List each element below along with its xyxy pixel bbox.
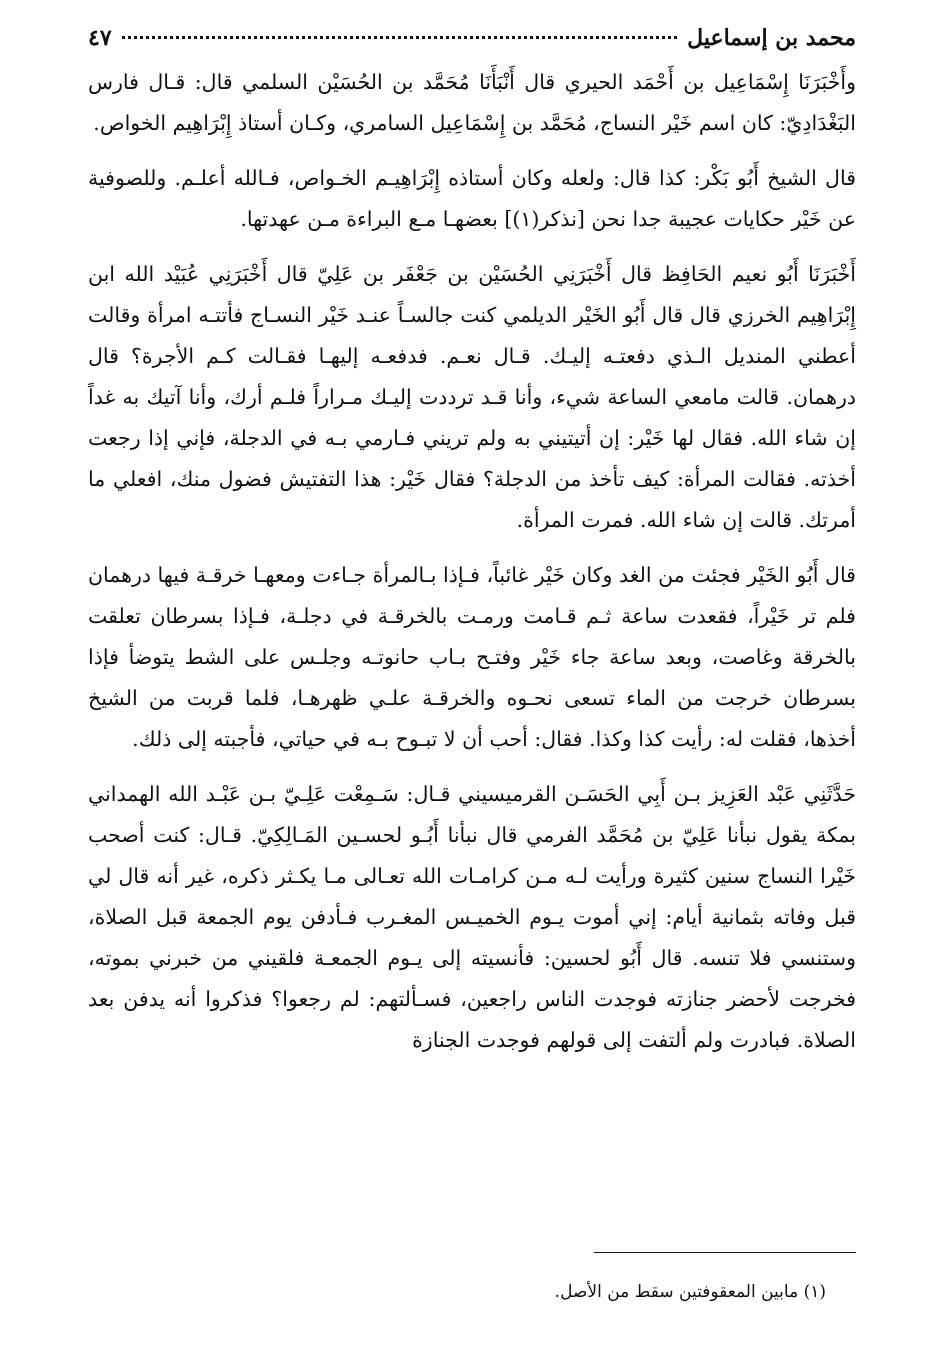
running-header — [88, 18, 856, 62]
footnote-divider — [594, 1252, 856, 1253]
paragraph-2: قال الشيخ أَبُو بَكْر: كذا قال: ولعله وكان أستاذه إِبْرَاهِيـم الخـواص، فـالله أعلـم. وللصوفية عن خَيْر حكايات عجيبة جدا نحن [نذكر(١)] بعضهـا مـع البراءة مـن عهدتها. — [88, 166, 856, 231]
paragraph-5: حَدَّثَنِي عَبْد العَزِيز بـن أَبِي الحَسَـن القرميسيني قـال: سَـمِعْت عَلِـيّ بـن عَبْـد الله الهمداني بمكة يقول نبأنا عَلِيّ بن مُحَمَّد الفرمي قال نبأنا أَبُـو لحسـين المَـالِكِيّ. قـال: كنت أصحب خَيْرا النساج سنين كثيرة ورأيت لـه مـن كرامـات الله تعـالى مـا يكـثر ذكره، غير أنه قال لي قبل وفاته بثمانية أيام: إني أموت يـوم الخميـس المغـرب فـأدفن يوم الجمعة قبل الصلاة، وستنسي فلا تنسه. قال أَبُو لحسين: فأنسيته إلى يـوم الجمعـة فلقيني من خبرني بموته، فخرجت لأحضر جنازته فوجدت الناس راجعين، فسـألتهم: لم رجعوا؟ فذكروا أنه يدفن بعد الصلاة. فبادرت ولم ألتفت إلى قولهم فوجدت الجنازة — [88, 782, 856, 1052]
header-title: محمد بن إسماعيل — [687, 25, 856, 51]
paragraph-1: وأَخْبَرَنَا إِسْمَاعِيل بن أَحْمَد الحيري قال أَنْبَأَنَا مُحَمَّد بن الحُسَيْن السلمي قال: قـال فارس البَغْدَادِيّ: كان اسم خَيْر النساج، مُحَمَّد بن إِسْمَاعِيل السامري، وكـان أستاذ إِبْرَاهِيم الخواص. — [88, 70, 856, 135]
footnote: (١) مابين المعقوفتين سقط من الأصل. — [554, 1282, 826, 1302]
page-body — [88, 18, 856, 1075]
paragraph-3: أَخْبَرَنَا أَبُو نعيم الحَافِظ قال أَخْبَرَنِي الحُسَيْن بن جَعْفَر بن عَلِيّ قال أَخْبَرَنِي عُبَيْد الله ابن إِبْرَاهِيم الخرزي قال قال أَبُو الخَيْر الديلمي كنت جالسـاً عنـد خَيْر النسـاج فأتتـه امرأة وقالت أعطني المنديل الـذي دفعتـه إليـك. قـال نعـم. فدفعـه إليهـا فقـالت كـم الأجرة؟ قال درهمان. قالت مامعي الساعة شيء، وأنا قـد ترددت إليـك مـراراً فلـم أرك، وأنا آتيك به غداً إن شاء الله. فقال لها خَيْر: إن أتيتيني به ولم تريني فـارمي بـه في الدجلة، فإني إذا رجعت أخذته. فقالت المرأة: كيف تأخذ من الدجلة؟ فقال خَيْر: هذا التفتيش فضول منك، افعلي ما أمرتك. قالت إن شاء الله. فمرت المرأة. — [88, 262, 856, 532]
header-leader-dots — [122, 36, 678, 39]
paragraph-4: قال أَبُو الخَيْر فجئت من الغد وكان خَيْر غائباً، فـإذا بـالمرأة جـاءت ومعهـا خرقـة فيها درهمان فلم تر خَيْراً، فقعدت ساعة ثـم قـامت ورمـت بالخرقـة في دجلـة، فـإذا بسرطان تعلقت بالخرقة وغاصت، وبعد ساعة جاء خَيْر وفتـح بـاب حانوتـه وجلـس على الشط يتوضأ فإذا بسرطان خرجت من الماء تسعى نحـوه والخرقـة علـي ظهرهـا، فلما قربت من الشيخ أخذها، فقلت له: رأيت كذا وكذا. فقال: أحب أن لا تبـوح بـه في حياتي، فأجبته إلى ذلك. — [88, 563, 856, 751]
page-number: ٤٧ — [88, 25, 112, 51]
